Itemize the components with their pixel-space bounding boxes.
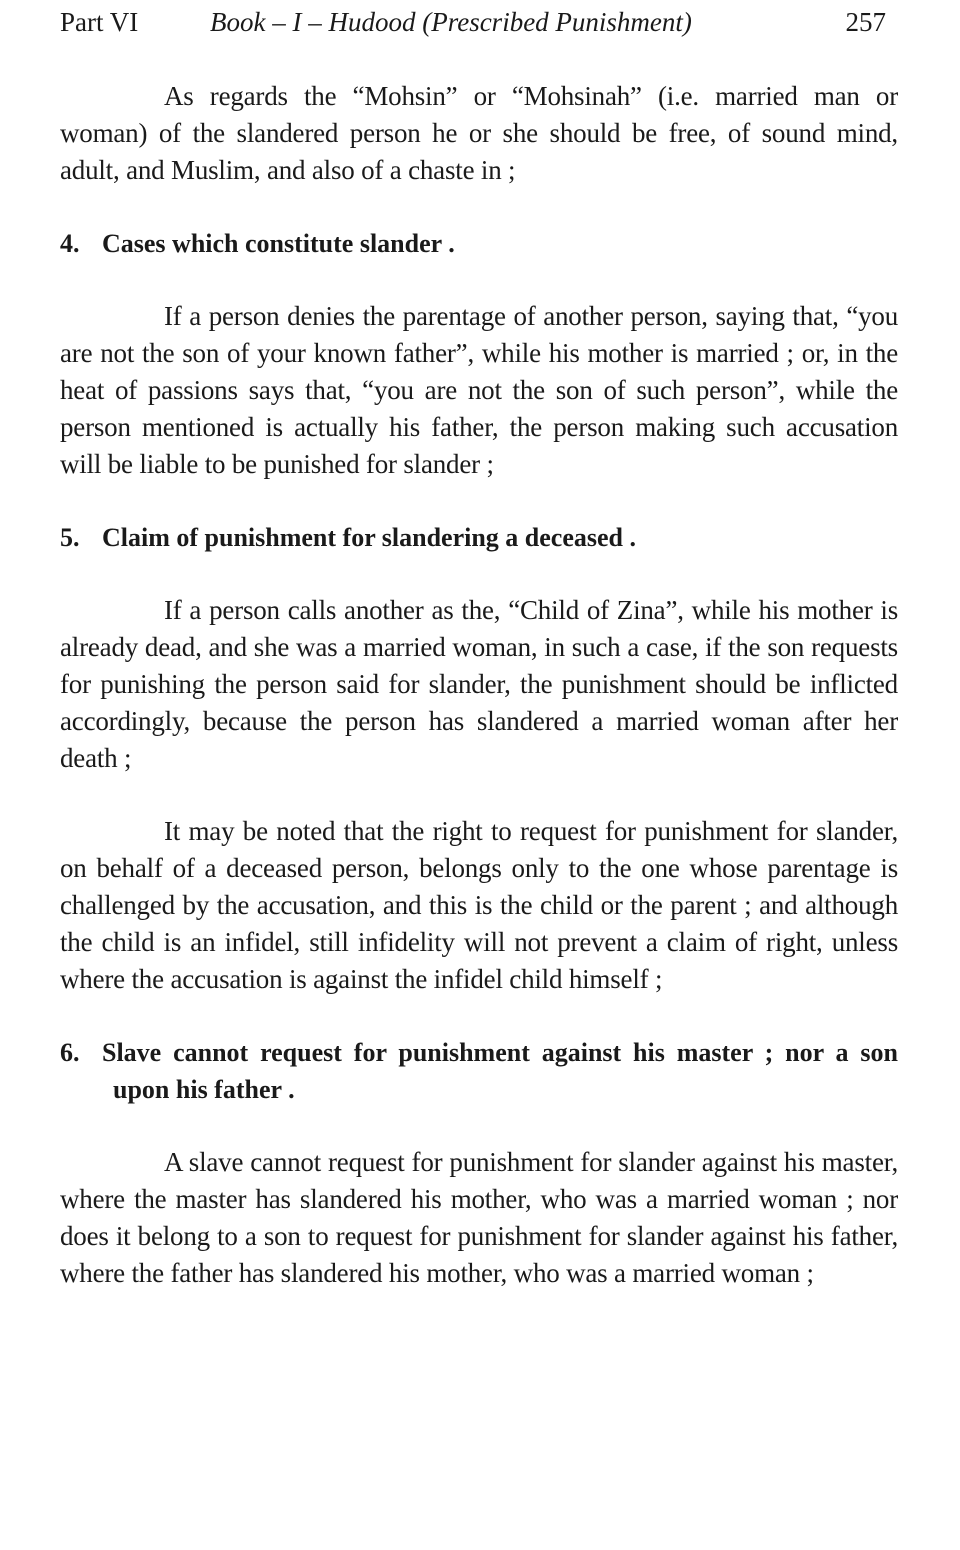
page-body [60, 78, 898, 1292]
section-number: 6. [60, 1038, 80, 1067]
section-title: Cases which constitute slander . [102, 229, 455, 258]
section-number: 4. [60, 229, 80, 258]
section-title: Claim of punishment for slandering a deceased . [102, 523, 636, 552]
paragraph-mohsin: As regards the “Mohsin” or “Mohsinah” (i.e. married man or woman) of the slandered person he or she should be free, of sound mind, adult, and Muslim, and also of a chaste in ; [60, 81, 898, 185]
paragraph-child-of-zina: If a person calls another as the, “Child of Zina”, while his mother is already dead, and she was a married woman, in such a case, if the son requests for punishing the person said for slander, the punishment should be inflicted accordingly, because the person has slandered a married woman after her death ; [60, 595, 898, 773]
page-header [60, 4, 898, 40]
header-part: Part VI [60, 7, 139, 37]
paragraph-right-to-request: It may be noted that the right to request for punishment for slander, on behalf of a deceased person, belongs only to the one whose parentage is challenged by the accusation, and this is the child or the parent ; and although the child is an infidel, still infidelity will not prevent a claim of right, unless where the accusation is against the infidel child himself ; [60, 816, 898, 994]
header-book-title: Book – I – Hudood (Prescribed Punishment) [210, 7, 692, 37]
section-heading-6 [60, 1034, 898, 1108]
paragraph-slave-master: A slave cannot request for punishment for slander against his master, where the master has slandered his mother, who was a married woman ; nor does it belong to a son to request for punishment for slander against his father, where the father has slandered his mother, who was a married woman ; [60, 1147, 898, 1288]
section-title: Slave cannot request for punishment against his master ; nor a son upon his father . [102, 1038, 898, 1104]
page-number: 257 [845, 7, 886, 37]
section-heading-4 [60, 225, 898, 262]
section-number: 5. [60, 523, 80, 552]
section-heading-5 [60, 519, 898, 556]
paragraph-parentage: If a person denies the parentage of another person, saying that, “you are not the son of your known father”, while his mother is married ; or, in the heat of passions says that, “you are not the son of such person”, while the person mentioned is actually his father, the person making such accusation will be liable to be punished for slander ; [60, 301, 898, 479]
